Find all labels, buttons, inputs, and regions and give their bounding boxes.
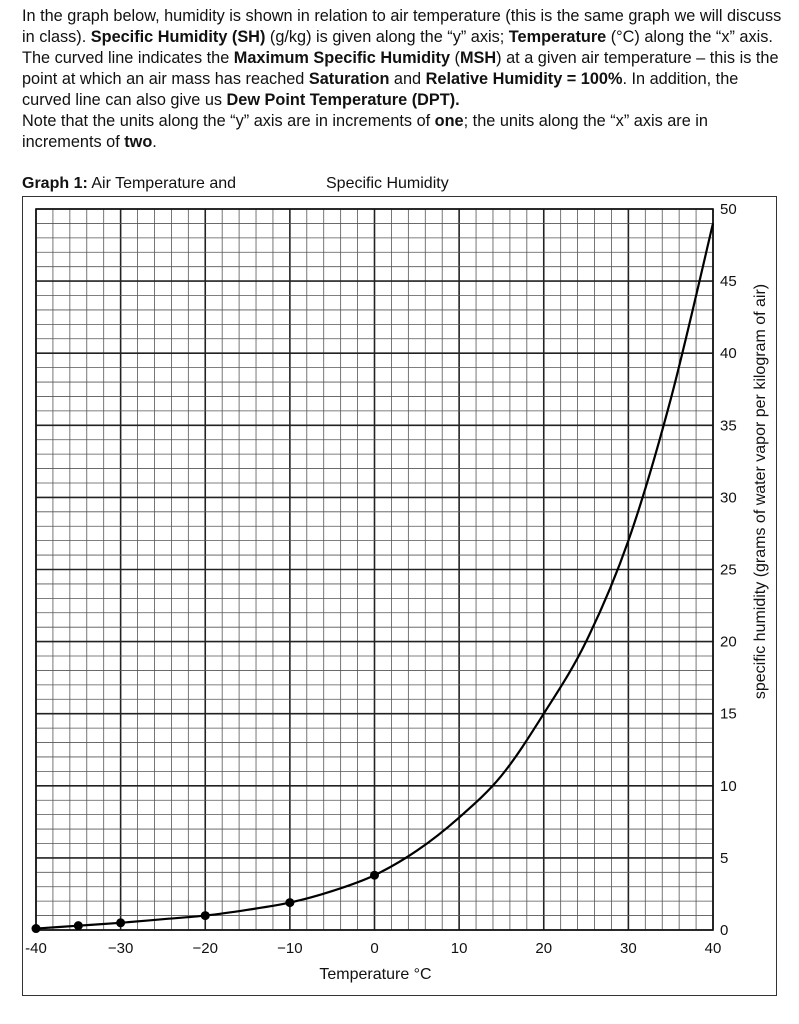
intro-line <box>22 6 787 27</box>
text: (g/kg) is given along the “y” axis; <box>265 28 509 46</box>
y-tick-label: 30 <box>720 489 737 507</box>
data-point <box>116 918 125 927</box>
text: ) at a given air temperature – this is the <box>496 49 779 67</box>
y-tick-label: 40 <box>720 345 737 363</box>
data-point <box>201 911 210 920</box>
x-tick-label: −30 <box>107 940 134 957</box>
text: ( <box>450 49 460 67</box>
intro-line <box>22 48 787 69</box>
graph-title-left <box>22 175 236 193</box>
y-tick-label: 15 <box>720 705 737 723</box>
text: point at which an air mass has reached <box>22 70 309 88</box>
graph-title-part-2: Specific Humidity <box>326 175 449 192</box>
text: . <box>152 133 157 151</box>
bold-term: Dew Point Temperature (DPT). <box>226 91 460 109</box>
text: Note that the units along the “y” axis are in increments of <box>22 112 435 130</box>
y-tick-label: 25 <box>720 561 737 579</box>
humidity-chart <box>23 197 778 997</box>
x-tick-label: 10 <box>450 940 468 957</box>
bold-term: one <box>434 112 464 130</box>
curve-layer <box>32 223 714 933</box>
y-tick-label: 45 <box>720 273 737 291</box>
x-tick-label: −20 <box>192 940 218 957</box>
text: in class). <box>22 28 91 46</box>
intro-text <box>22 6 787 153</box>
text: increments of <box>22 133 125 151</box>
data-point <box>32 924 41 933</box>
intro-line <box>22 69 787 90</box>
bold-term: Specific Humidity (SH) <box>90 28 266 46</box>
bold-term: Saturation <box>308 70 390 88</box>
data-point <box>285 898 294 907</box>
y-tick-label: 50 <box>720 201 737 218</box>
text: curved line can also give us <box>22 91 227 109</box>
y-tick-label: 35 <box>720 417 737 435</box>
text: . In addition, the <box>622 70 739 88</box>
intro-line <box>22 111 787 132</box>
bold-term: Temperature <box>508 28 607 46</box>
x-tick-label: −10 <box>277 940 303 957</box>
data-point <box>370 871 379 880</box>
x-axis-label: Temperature °C <box>319 966 432 983</box>
x-tick-label: -40 <box>25 940 47 957</box>
y-tick-label: 5 <box>720 849 729 867</box>
graph-label: Graph 1: <box>22 175 88 192</box>
intro-line <box>22 132 787 153</box>
data-point <box>74 921 83 930</box>
bold-term: MSH <box>459 49 497 67</box>
text: (°C) along the “x” axis. <box>606 28 773 46</box>
text: ; the units along the “x” axis are in <box>463 112 708 130</box>
text: The curved line indicates the <box>22 49 234 67</box>
graph-title-part-1: Air Temperature and <box>87 175 237 192</box>
y-tick-label: 0 <box>720 922 729 939</box>
x-tick-label: 40 <box>704 940 722 957</box>
y-axis-label: specific humidity (grams of water vapor per kilogram of air) <box>752 283 769 700</box>
intro-line-1: In the graph below, humidity is shown in relation to air temperature (this is the same graph we will discuss <box>22 7 782 25</box>
graph-title-right <box>326 175 449 193</box>
bold-term: Relative Humidity = 100% <box>425 70 623 88</box>
x-tick-label: 20 <box>535 940 553 957</box>
intro-line <box>22 27 787 48</box>
bold-term: Maximum Specific Humidity <box>233 49 451 67</box>
y-tick-label: 20 <box>720 633 737 651</box>
chart-frame <box>22 196 777 996</box>
bold-term: two <box>124 133 153 151</box>
y-tick-label: 10 <box>720 777 737 795</box>
x-tick-label: 30 <box>620 940 637 957</box>
text: and <box>389 70 426 88</box>
intro-line <box>22 90 787 111</box>
grid <box>36 209 713 930</box>
x-tick-label: 0 <box>370 940 379 957</box>
